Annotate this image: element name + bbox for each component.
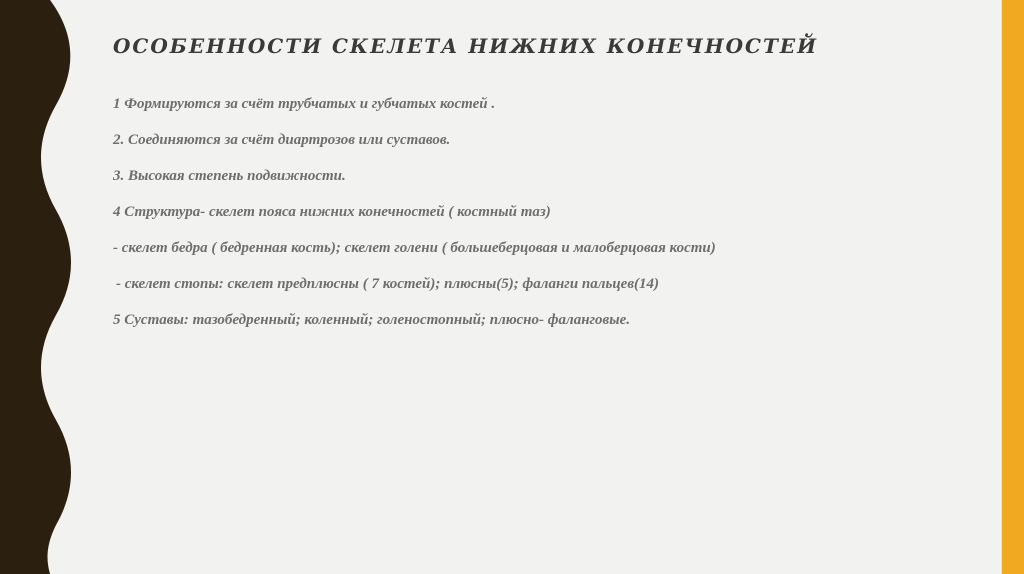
list-item: - скелет стопы: скелет предплюсны ( 7 костей); плюсны(5); фаланги пальцев(14) <box>116 276 660 292</box>
accent-bar <box>1002 0 1024 574</box>
list-item: 5 Суставы: тазобедренный; коленный; голеностопный; плюсно- фаланговые. <box>113 312 631 328</box>
list-item: 3. Высокая степень подвижности. <box>113 168 346 184</box>
list-item: - скелет бедра ( бедренная кость); скелет голени ( большеберцовая и малоберцовая кости) <box>113 240 716 256</box>
list-item: 2. Соединяются за счёт диартрозов или суставов. <box>113 132 451 148</box>
slide-title: ОСОБЕННОСТИ СКЕЛЕТА НИЖНИХ КОНЕЧНОСТЕЙ <box>113 34 818 58</box>
bullet-list <box>113 93 913 345</box>
list-item: 1 Формируются за счёт трубчатых и губчатых костей . <box>113 96 496 112</box>
wavy-band-shape <box>0 0 71 574</box>
wavy-side-band <box>0 0 80 574</box>
list-item: 4 Структура- скелет пояса нижних конечностей ( костный таз) <box>113 204 551 220</box>
